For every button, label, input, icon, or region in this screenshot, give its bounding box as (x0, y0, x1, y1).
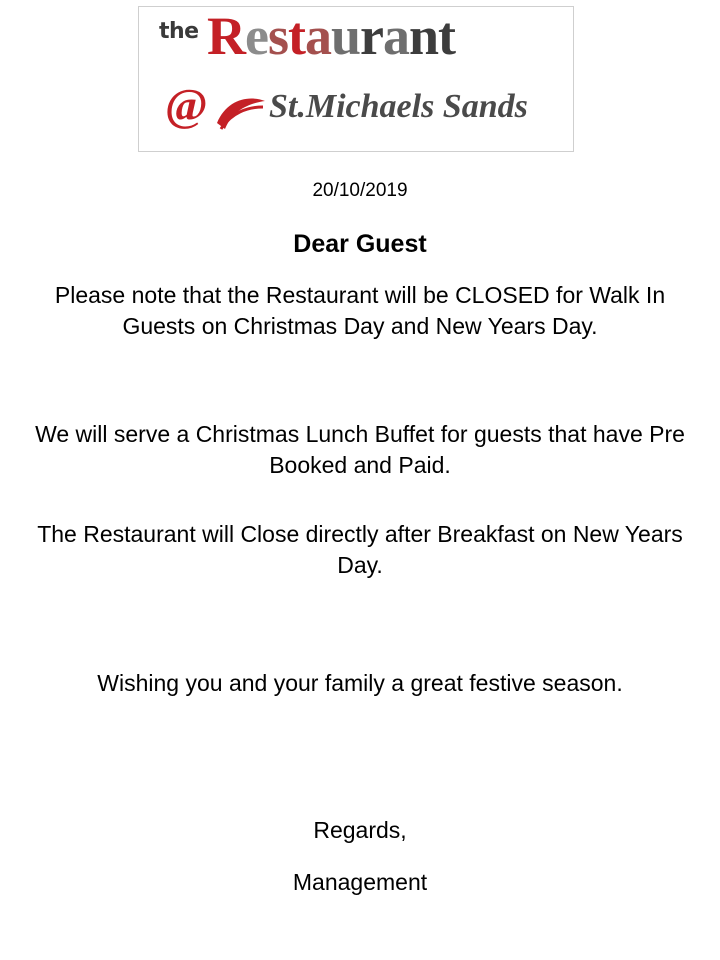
notice-paragraph-4: Wishing you and your family a great festive season. (97, 670, 623, 696)
logo-the-text: the (159, 19, 199, 44)
logo-at-symbol: @ (165, 79, 208, 130)
notice-closing: Regards, (313, 817, 407, 843)
notice-date: 20/10/2019 (312, 180, 408, 201)
notice-paragraph-1: Please note that the Restaurant will be CLOSED for Walk In Guests on Christmas Day and New Years Day. (54, 282, 666, 339)
logo-restaurant-text: Restaurant (207, 6, 456, 66)
notice-signature: Management (292, 869, 428, 895)
notice-paragraph-3: The Restaurant will Close directly after Breakfast on New Years Day. (37, 521, 683, 578)
notice-paragraph-2: We will serve a Christmas Lunch Buffet for guests that have Pre Booked and Paid. (35, 421, 685, 478)
logo-swoosh-icon (215, 93, 267, 133)
restaurant-logo (138, 6, 574, 152)
logo-venue-text: St.Michaels Sands (269, 88, 528, 125)
notice-salutation: Dear Guest (293, 230, 427, 258)
